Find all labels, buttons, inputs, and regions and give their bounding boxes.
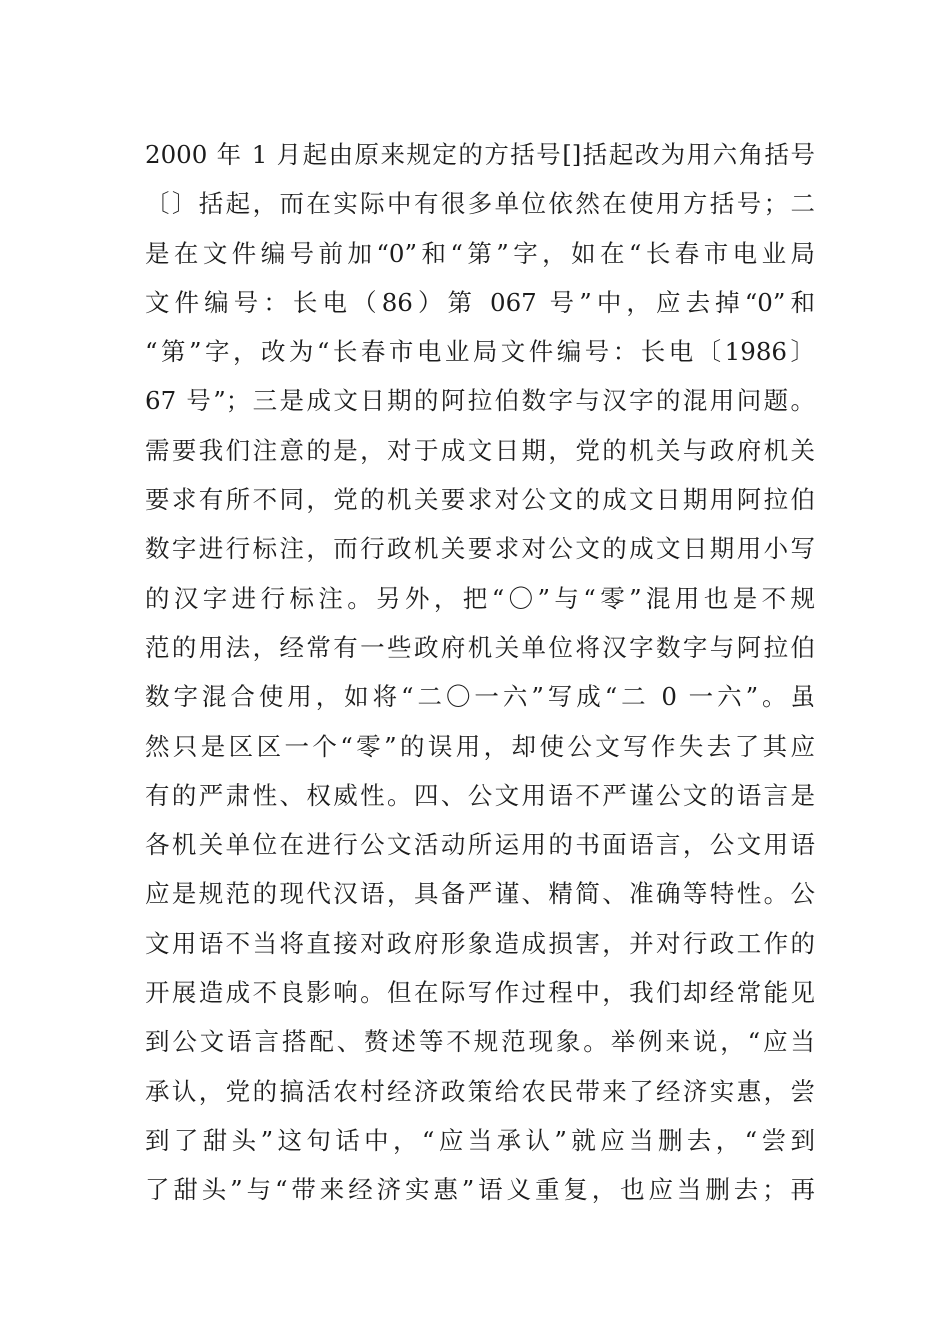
text-line-7: 需要我们注意的是，对于成文日期，党的机关与政府机关 [145,435,815,465]
text-line-4: 文件编号：长电（86）第 067 号”中，应去掉“0”和 [145,287,815,317]
body-paragraph [145,130,815,1215]
text-line-19: 到公文语言搭配、赘述等不规范现象。举例来说，“应当 [145,1027,815,1057]
text-line-18: 开展造成不良影响。但在际写作过程中，我们却经常能见 [145,978,815,1008]
text-line-9: 数字进行标注，而行政机关要求对公文的成文日期用小写 [145,534,815,564]
text-line-8: 要求有所不同，党的机关要求对公文的成文日期用阿拉伯 [145,485,815,515]
text-line-12: 数字混合使用，如将“二〇一六”写成“二 0 一六”。虽 [145,682,815,712]
text-line-6: 67 号”；三是成文日期的阿拉伯数字与汉字的混用问题。 [145,386,815,416]
text-line-16: 应是规范的现代汉语，具备严谨、精简、准确等特性。公 [145,879,815,909]
text-line-22: 了甜头”与“带来经济实惠”语义重复，也应当删去；再 [145,1175,815,1205]
text-line-2: 〔〕括起，而在实际中有很多单位依然在使用方括号；二 [145,189,815,219]
text-line-5: “第”字，改为“长春市电业局文件编号：长电〔1986〕 [145,337,815,367]
text-line-11: 范的用法，经常有一些政府机关单位将汉字数字与阿拉伯 [145,632,815,662]
text-line-3: 是在文件编号前加“0”和“第”字，如在“长春市电业局 [145,238,815,268]
text-line-21: 到了甜头”这句话中，“应当承认”就应当删去，“尝到 [145,1125,815,1155]
text-line-20: 承认，党的搞活农村经济政策给农民带来了经济实惠，尝 [145,1076,815,1106]
text-line-14: 有的严肃性、权威性。四、公文用语不严谨公文的语言是 [145,780,815,810]
text-line-13: 然只是区区一个“零”的误用，却使公文写作失去了其应 [145,731,815,761]
text-line-1: 2000 年 1 月起由原来规定的方括号[]括起改为用六角括号 [145,140,815,169]
text-line-10: 的汉字进行标注。另外，把“〇”与“零”混用也是不规 [145,583,815,613]
text-line-17: 文用语不当将直接对政府形象造成损害，并对行政工作的 [145,928,815,958]
text-line-15: 各机关单位在进行公文活动所运用的书面语言，公文用语 [145,830,815,860]
